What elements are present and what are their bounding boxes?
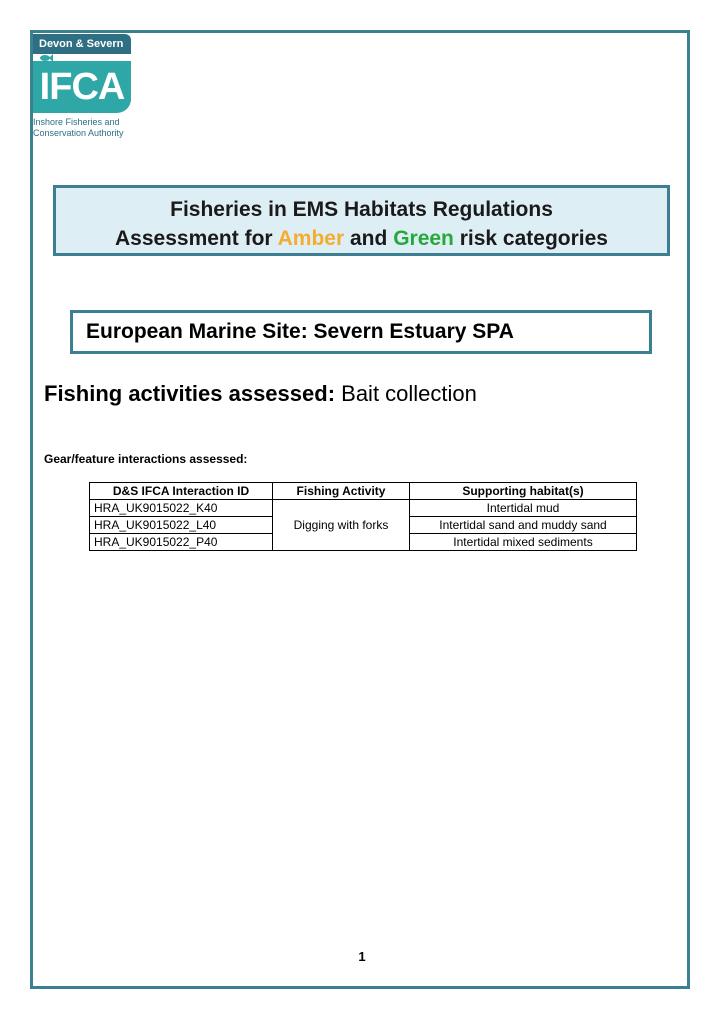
activities-value: Bait collection	[335, 381, 477, 406]
habitat-cell: Intertidal sand and muddy sand	[410, 517, 637, 534]
title-prefix: Assessment for	[115, 227, 278, 250]
site-heading: European Marine Site: Severn Estuary SPA	[70, 310, 652, 354]
header-supporting-habitat: Supporting habitat(s)	[410, 483, 637, 500]
habitat-cell: Intertidal mixed sediments	[410, 534, 637, 551]
logo-subtitle-line1: Inshore Fisheries and	[33, 117, 120, 127]
ifca-logo	[33, 34, 137, 144]
table-header-row	[90, 483, 637, 500]
logo-subtitle	[33, 117, 143, 139]
interaction-id-cell: HRA_UK9015022_L40	[90, 517, 273, 534]
logo-region-label: Devon & Severn	[33, 34, 131, 54]
gear-interactions-heading: Gear/feature interactions assessed:	[44, 452, 248, 466]
activities-label: Fishing activities assessed:	[44, 381, 336, 406]
title-line2	[56, 224, 667, 253]
fishing-activity-cell: Digging with forks	[273, 500, 410, 551]
page-number: 1	[358, 949, 366, 964]
header-fishing-activity: Fishing Activity	[273, 483, 410, 500]
title-and: and	[344, 227, 394, 250]
title-line1: Fisheries in EMS Habitats Regulations	[170, 198, 553, 221]
fishing-activities	[44, 381, 477, 407]
header-interaction-id: D&S IFCA Interaction ID	[90, 483, 273, 500]
title-suffix: risk categories	[453, 227, 608, 250]
interaction-id-cell: HRA_UK9015022_K40	[90, 500, 273, 517]
interaction-id-cell: HRA_UK9015022_P40	[90, 534, 273, 551]
interactions-table	[89, 482, 637, 551]
logo-acronym: IFCA	[33, 61, 131, 113]
amber-label: Amber	[277, 227, 345, 250]
document-title	[53, 185, 670, 256]
table-row	[90, 500, 637, 517]
habitat-cell: Intertidal mud	[410, 500, 637, 517]
green-label: Green	[393, 227, 454, 250]
logo-subtitle-line2: Conservation Authority	[33, 128, 124, 138]
